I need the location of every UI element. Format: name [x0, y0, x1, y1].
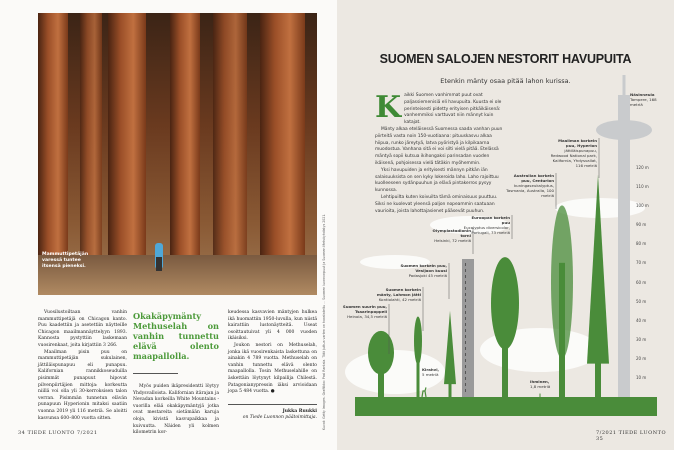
item-height: 116 metriä: [575, 163, 597, 168]
pull-quote: Okakäpymänty Methuselah on vanhin tunnettu elävä olento maapallolla.: [133, 311, 219, 361]
item-height: 1,8 metriä: [530, 384, 551, 389]
chart-label-euc: [462, 215, 510, 235]
item-height: 72 metriä: [452, 238, 471, 243]
item-height: 34,5 metriä: [364, 314, 387, 319]
item-detail: Padasjoki: [408, 273, 429, 278]
author-name: Jukka Ruukki: [282, 408, 317, 414]
item-detail: jättiläispunapuu, Redwood National park, Kalifornia, Yhdysvallat,: [550, 148, 597, 163]
chart-label-poppeli: [339, 304, 387, 319]
olympic-stadium-tower: [462, 259, 474, 397]
tower-window: [465, 353, 466, 356]
axis-tick-label: 100 m: [636, 202, 649, 208]
item-height: 168 metriä: [630, 97, 657, 107]
item-name: Euroopan korkein puu: [471, 215, 510, 225]
article-title: SUOMEN SALOJEN NESTORIT HAVUPUITA: [379, 52, 632, 66]
axis-tick-label: 10 m: [636, 375, 647, 381]
item-name: Kirahvi,: [422, 367, 440, 372]
axis-tick-label: 120 m: [636, 164, 649, 170]
tower-window: [465, 275, 466, 278]
chart-label-hyperion: [549, 138, 597, 168]
nasinneula-antenna: [623, 75, 626, 105]
item-name: Ihminen,: [530, 379, 550, 384]
redwood-forest-photo: [38, 13, 317, 295]
chart-label-centurion: [506, 173, 554, 198]
item-detail: Heinola,: [347, 314, 365, 319]
axis-tick-label: 30 m: [636, 337, 647, 342]
paragraph: Mänty alkaa eteläisessä Suomessa saada vanhan puun piirteitä vasta noin 150-vuotiaana: pituuskasvu alkaa hiipua, runko järeytyä, latva pyöristyä ja kilpikaarna muodostua. Vanhana sitä ei voi silti vielä pitää. Etelässä mäntyä sopii kutsua ikihongaksi parinsadan vuoden ikäisenä, pohjoisessa vielä tätäkin myöhemmin.: [375, 126, 503, 166]
euc-crown: [491, 257, 519, 349]
body-column-1: [38, 310, 127, 422]
chart-label-lahmo: [373, 287, 421, 302]
body-column-3: [228, 310, 317, 422]
author-signature: [228, 404, 317, 422]
tower-window: [465, 383, 466, 386]
drop-cap: K: [375, 90, 402, 125]
author-role: on Tiede Luonnon päätoimittaja.: [242, 415, 317, 421]
tower-window: [465, 359, 466, 362]
item-name: Suomen korkein puu, Vesijaon kuusi: [400, 263, 447, 273]
paragraph: Vuosilustoiltaan vanhin mammuttipetäjä on Chicagon kanto. Puu kaadettiin ja asetettiin näytteille Chicagon maailmannäyttelyyn 1893. Kannosta pystyttiin laskemaan vuosirenkaat, joita kirjattiin 3 266.: [38, 310, 127, 348]
tower-window: [465, 365, 466, 368]
item-detail: Kontiolahti,: [378, 297, 403, 302]
axis-tick-label: 70 m: [636, 260, 647, 266]
tower-window: [465, 341, 466, 344]
tower-window: [465, 293, 466, 296]
chart-label-kirahvi: [422, 367, 458, 377]
axis-tick-label: 60 m: [636, 279, 647, 285]
poppeli-crown: [368, 331, 394, 375]
paragraph: Yksi havupuiden ja erityisesti männyn pitkän iän salaisuuksista on sen kyky lokeroida laho. Laho rajoittuu kuolleeseen sydänpuuhun ja elävä pintakerros pysyy kunnossa.: [375, 167, 499, 194]
lahmo-crown: [414, 317, 422, 365]
chart-label-ihminen: [530, 379, 566, 389]
tower-window: [465, 323, 466, 326]
article-subtitle: Etenkin mänty osaa pitää lahon kurissa.: [440, 77, 571, 85]
paragraph: keudessa kasvavien mäntyjen hulkea ikä huomattiin 1950-luvulla, kun niistä kairattiin lustonäytteitä. Useat osoittautuivat yli 4 000 vuoden ikäisiksi.: [228, 310, 317, 342]
tower-window: [465, 305, 466, 308]
tower-window: [465, 281, 466, 284]
tower-window: [465, 335, 466, 338]
paragraph: Lehtipuilta kuten koivuilta tämä ominaisuus puuttuu. Siksi ne kuolevat yleensä paljon nopeammin saatuaan vaurioita, joista lahottajasienet pääsevät puuhun.: [375, 194, 498, 214]
item-detail: Eucalyptus diversicolor, Portugali,: [463, 225, 510, 235]
tower-window: [465, 299, 466, 302]
divider: [133, 373, 178, 374]
item-height: 42 metriä: [402, 297, 421, 302]
item-detail: kuningaseukalyptus, Tasmania, Australia,: [506, 183, 554, 193]
photo-caption: Mammuttipetäjän varessä tuntee itsensä pieneksi.: [42, 252, 89, 269]
ground-strip: [355, 397, 657, 416]
item-detail: Helsinki,: [434, 238, 453, 243]
axis-tick-label: 110 m: [636, 183, 649, 189]
tower-window: [465, 269, 466, 272]
item-name: Suomen suurin puu, Tsaarinpoppeli: [342, 304, 387, 314]
axis-tick-label: 80 m: [636, 241, 647, 247]
axis-tick-label: 90 m: [636, 222, 647, 227]
chart-label-kuusi: [399, 263, 447, 278]
tower-window: [465, 347, 466, 350]
tower-window: [465, 311, 466, 314]
nasinneula-shaft: [618, 95, 630, 397]
axis-tick-label: 20 m: [636, 356, 647, 362]
nasinneula-observation-deck: [596, 120, 652, 140]
item-height: 5 metriä: [422, 372, 439, 377]
tower-window: [465, 371, 466, 374]
item-name: Olympiastadionin torni: [432, 228, 471, 238]
tower-window: [465, 389, 466, 392]
chart-label-nasinneula: [630, 92, 666, 107]
paragraph: Myös puiden ikäpresidentti löytyy Yhdysvalloista. Kalifornian itärajan ja Nevadan korkeilla White Mountains -vuorilla elää okakäpymäntyjä jotka ovat mestareita sietämään karuja oloja, kivistä kasvupaikkaa ja kuivuutta. Näiden yli kolmen kilometrin kor-: [133, 384, 219, 436]
tower-window: [465, 377, 466, 380]
item-name: Australian korkein puu, Centurion: [513, 173, 554, 183]
page-folio-left: 34 TIEDE LUONTO 7/2021: [18, 430, 98, 436]
tower-window: [465, 329, 466, 332]
paragraph: Maailman pisin puu on mammuttipetäjän sukulainen, jättiläispunapuu eli punapuu. Kalifornian rannikkoseuduilla pisimmät punapuut hipovat pilvenpiirtäjien mittoja: korkeutta niillä voi olla yli 30-kerroksisen talon verran. Pisimmän tunnetun elävän punapuun Hyperionin mitaksi saatiin vuonna 2019 yli 116 metriä. Se aloitti kasvunsa 600–800 vuotta sitten.: [38, 349, 127, 421]
tower-window: [465, 263, 466, 266]
item-height: 73 metriä: [491, 230, 510, 235]
hiker-figure: [155, 243, 163, 269]
body-column-2: [133, 311, 219, 437]
page-folio-right: 7/2021 TIEDE LUONTO 35: [596, 430, 667, 442]
tower-window: [465, 317, 466, 320]
axis-tick-label: 40 m: [636, 317, 647, 323]
image-credits: Kuvat: Getty Images. Grafiikka: Pasi Rantala. Tätä juttua varten on haastateltu ... Suomen luonnonpuut ja Suomen Metsäyhdistys 2021.: [322, 213, 326, 430]
paragraph: Joukon nestori on Methuselah, jonka ikä vuosirenkaista laskettuna on ainakin 4 789 vuotta. Methuselah on vanhin tunnettu elävä olento maapallolla. Tosin Methuselahille on äskettäin löytynyt kilpailija Chilestä. Patagonianypressin iäksi arvioidaan jopa 5 484 vuotta. ●: [228, 342, 317, 395]
item-detail: Tampere,: [630, 97, 650, 102]
item-name: Näsinneula: [630, 92, 655, 97]
item-height: 45 metriä: [428, 273, 447, 278]
tower-window: [465, 287, 466, 290]
item-name: Suomen korkein mänty, Lahmon jätti: [376, 287, 421, 297]
item-name: Maailman korkein puu, Hyperion: [558, 138, 597, 148]
human-icon: [540, 394, 541, 397]
item-height: 100 metriä: [541, 188, 554, 198]
paragraph: aikki Suomen vanhimmat puut ovat paljassiemenisiä eli havupuita. Kuusta ei ole perinteisesti pidetty erityisen pitkäikäisenä: vanhemmiksi varttuvat niin männyt kuin katajat.: [404, 93, 502, 126]
axis-tick-label: 50 m: [636, 298, 647, 304]
centurion-crown: [551, 205, 573, 358]
